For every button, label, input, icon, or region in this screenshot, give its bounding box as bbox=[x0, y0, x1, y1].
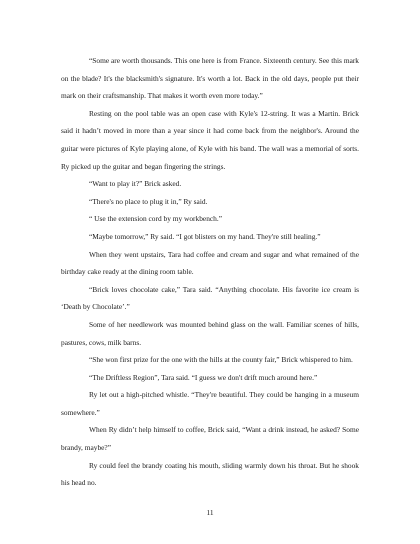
paragraph-10: “She won first prize for the one with the hills at the county fair,” Brick whispered to him. bbox=[89, 355, 353, 365]
paragraph-13: When Ry didn’t help himself to coffee, Brick said, “Want a drink instead, he asked? Some brandy, maybe?” bbox=[61, 425, 359, 453]
paragraph-3: “Want to play it?” Brick asked. bbox=[89, 179, 182, 189]
paragraph-2: Resting on the pool table was an open case with Kyle's 12-string. It was a Martin. Brick said it hadn’t moved in more than a year since it had come back from the neighbor's. Around the guitar were pictures of Kyle playing alone, of Kyle with his band. The wall was a memorial of sorts. Ry picked up the guitar and began fingering the strings. bbox=[61, 108, 359, 171]
paragraph-1: “Some are worth thousands. This one here is from France. Sixteenth century. See this mark on the blade? It's the blacksmith's signature. It's worth a lot. Back in the old days, people put their mark on their craftsmanship. That makes it worth even more today.” bbox=[61, 56, 359, 101]
page-number: 11 bbox=[206, 508, 214, 517]
body-text bbox=[61, 52, 359, 492]
paragraph-7: When they went upstairs, Tara had coffee and cream and sugar and what remained of the birthday cake ready at the dining room table. bbox=[61, 249, 359, 277]
paragraph-8: “Brick loves chocolate cake,” Tara said. “Anything chocolate. His favorite ice cream is ‘Death by Chocolate’.” bbox=[61, 284, 359, 312]
paragraph-14: Ry could feel the brandy coating his mouth, sliding warmly down his throat. But he shook his head no. bbox=[61, 460, 359, 488]
paragraph-11: “The Driftless Region”, Tara said. “I guess we don't drift much around here.” bbox=[89, 372, 318, 382]
paragraph-12: Ry let out a high-pitched whistle. “They're beautiful. They could be hanging in a museum somewhere.” bbox=[61, 390, 359, 417]
paragraph-6: “Maybe tomorrow,” Ry said. “I got blisters on my hand. They're still healing.” bbox=[89, 231, 321, 241]
paragraph-5: “ Use the extension cord by my workbench.” bbox=[89, 214, 222, 224]
paragraph-4: “There's no place to plug it in,” Ry said. bbox=[89, 196, 208, 206]
paragraph-9: Some of her needlework was mounted behind glass on the wall. Familiar scenes of hills, pastures, cows, milk barns. bbox=[61, 319, 359, 347]
